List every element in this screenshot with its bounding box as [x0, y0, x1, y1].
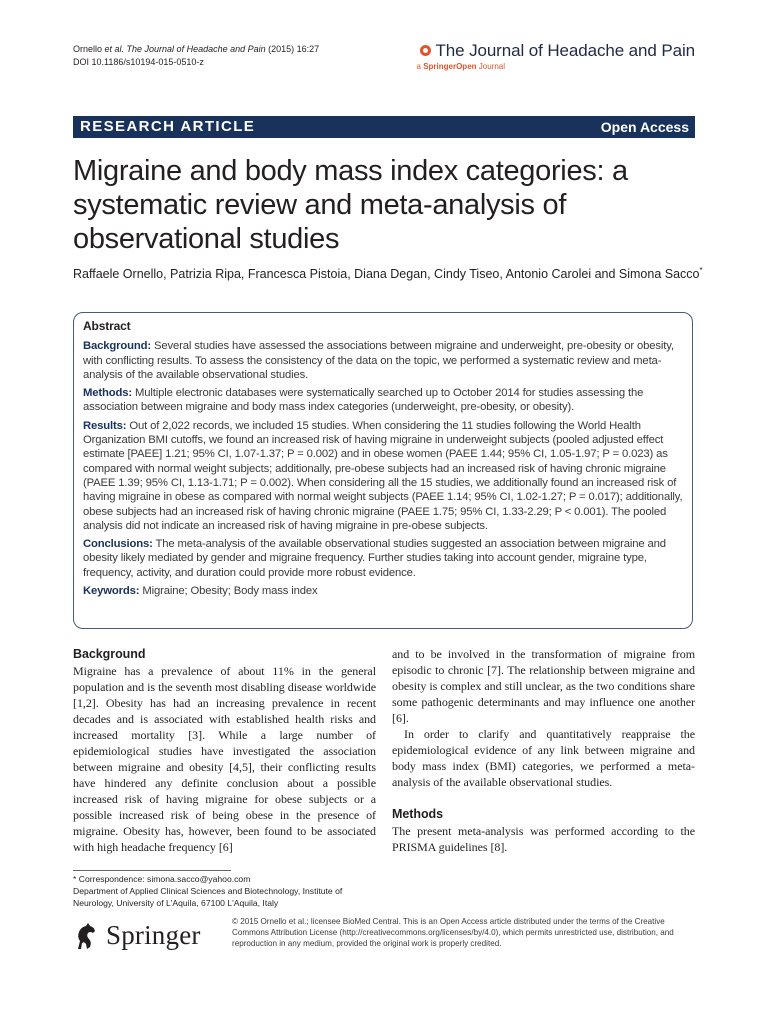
- abstract-results-label: Results:: [83, 419, 127, 432]
- background-paragraph-continued: and to be involved in the transformation of migraine from episodic to chronic [7]. The relationship between migraine and obesity is complex and still unclear, as the two conditions share some pathogenic determinants and may influence one another [6].: [392, 647, 695, 725]
- abstract-background-text: Several studies have assessed the associations between migraine and underweight, pre-obesity or obesity, with conflicting results. To assess the consistency of the data on the topic, we performed a systematic review and meta-analysis of the available observational studies.: [83, 340, 674, 381]
- citation-etal: et al.: [104, 44, 125, 54]
- license-text: © 2015 Ornello et al.; licensee BioMed Central. This is an Open Access article distributed under the terms of the Creative Commons Attribution License (http://creativecommons.org/licenses/by/4.0), which permits unrestricted use, distribution, and reproduction in any medium, provided the original work is properly credited.: [232, 917, 674, 948]
- article-title: Migraine and body mass index categories: a systematic review and meta-analysis of observational studies: [73, 155, 628, 255]
- citation-block: [73, 43, 319, 69]
- journal-title-line: [417, 41, 695, 61]
- abstract-methods-label: Methods:: [83, 387, 133, 400]
- corresponding-mark: *: [699, 266, 703, 275]
- abstract-conclusions-text: The meta-analysis of the available observational studies suggested an association between migraine and obesity likely mediated by gender and migraine frequency. Further studies taking into account gender, migraine type, frequency, activity, and duration could provide more robust evidence.: [83, 538, 666, 579]
- abstract-background: [83, 339, 685, 382]
- author-list: [73, 266, 703, 281]
- abstract-heading: Abstract: [83, 319, 131, 333]
- abstract-keywords: [83, 584, 685, 598]
- abstract-methods: [83, 386, 685, 415]
- journal-masthead: [417, 41, 695, 71]
- journal-sub-c: Journal: [476, 62, 505, 71]
- citation-volume: (2015) 16:27: [265, 44, 320, 54]
- journal-sub-a: a: [416, 62, 424, 71]
- methods-heading: Methods: [392, 807, 444, 821]
- abstract-keywords-text: Migraine; Obesity; Body mass index: [139, 585, 318, 598]
- springer-logo: [73, 920, 201, 951]
- abstract-background-label: Background:: [83, 340, 152, 353]
- journal-subtitle: [417, 62, 505, 71]
- citation-authors: Ornello: [73, 44, 105, 54]
- body-right-column: [392, 646, 695, 855]
- body-left-column: [73, 646, 376, 855]
- abstract-methods-text: Multiple electronic databases were systematically searched up to October 2014 for studies assessing the association between migraine and body mass index categories (underweight, pre-obesity, or obesity).: [83, 387, 644, 414]
- abstract-results: [83, 419, 685, 533]
- article-type-label: RESEARCH ARTICLE: [80, 118, 256, 135]
- abstract-conclusions-label: Conclusions:: [83, 538, 153, 551]
- abstract-box: [73, 312, 693, 629]
- background-paragraph-2: In order to clarify and quantitatively reappraise the epidemiological evidence of any link between migraine and body mass index (BMI) categories, we performed a meta-analysis of the available observational studies.: [392, 727, 695, 789]
- affiliation-line: Department of Applied Clinical Sciences and Biotechnology, Institute of Neurology, University of L'Aquila, 67100 L'Aquila, Italy: [73, 886, 343, 908]
- springer-wordmark: Springer: [106, 920, 201, 950]
- citation-journal: The Journal of Headache and Pain: [124, 44, 266, 54]
- abstract-results-text: Out of 2,022 records, we included 15 studies. When considering the 11 studies following the World Health Organization BMI cutoffs, we found an increased risk of having migraine in underweight subjects (pooled adjusted effect estimate [PAEE] 1.21; 95% CI, 1.07-1.37; P = 0.002) and in obese women (PAEE 1.44; 95% CI, 1.05-1.97; P = 0.023) as compared with normal weight subjects; additionally, pre-obese subjects had an increased risk of having chronic migraine (PAEE 1.39; 95% CI, 1.13-1.71; P = 0.002). When considering all the 15 studies, we additionally found an increased risk of having migraine in obese as compared with normal weight subjects (PAEE 1.14; 95% CI, 1.02-1.27; P = 0.017); additionally, obese subjects had an increased risk of having chronic migraine (PAEE 1.75; 95% CI, 1.33-2.29; P < 0.001). The pooled analysis did not indicate an increased risk of having migraine in pre-obese subjects.: [83, 419, 683, 532]
- footnote-divider: [73, 870, 231, 871]
- author-names: Raffaele Ornello, Patrizia Ripa, Francesca Pistoia, Diana Degan, Cindy Tiseo, Antonio Carolei and Simona Sacco: [73, 267, 700, 282]
- correspondence-line[interactable]: * Correspondence: simona.sacco@yahoo.com: [73, 874, 251, 884]
- citation-line: [73, 43, 319, 56]
- springer-horse-icon: [73, 921, 99, 951]
- journal-sub-b: SpringerOpen: [423, 62, 477, 71]
- background-paragraph: Migraine has a prevalence of about 11% in the general population and is the seventh most disabling disease worldwide [1,2]. Obesity has had an increasing prevalence in recent decades and is associated with established health risks and increased mortality [3]. While a large number of epidemiological studies have investigated the association between migraine and obesity [4,5], their conflicting results have hindered any definite conclusion about a possible increased risk of having migraine for obese subjects or a possible increased risk of being obese in the presence of migraine. Obesity has, however, been found to be associated with high headache frequency [6]: [73, 664, 376, 854]
- doi-text[interactable]: DOI 10.1186/s10194-015-0510-z: [73, 57, 204, 67]
- methods-paragraph: The present meta-analysis was performed according to the PRISMA guidelines [8].: [392, 824, 695, 854]
- journal-title: The Journal of Headache and Pain: [435, 41, 695, 60]
- journal-logo-icon: [420, 45, 431, 56]
- open-access-label: Open Access: [600, 119, 689, 135]
- abstract-keywords-label: Keywords:: [83, 585, 140, 598]
- footnote: [73, 873, 373, 909]
- background-heading: Background: [73, 647, 146, 661]
- abstract-conclusions: [83, 537, 685, 580]
